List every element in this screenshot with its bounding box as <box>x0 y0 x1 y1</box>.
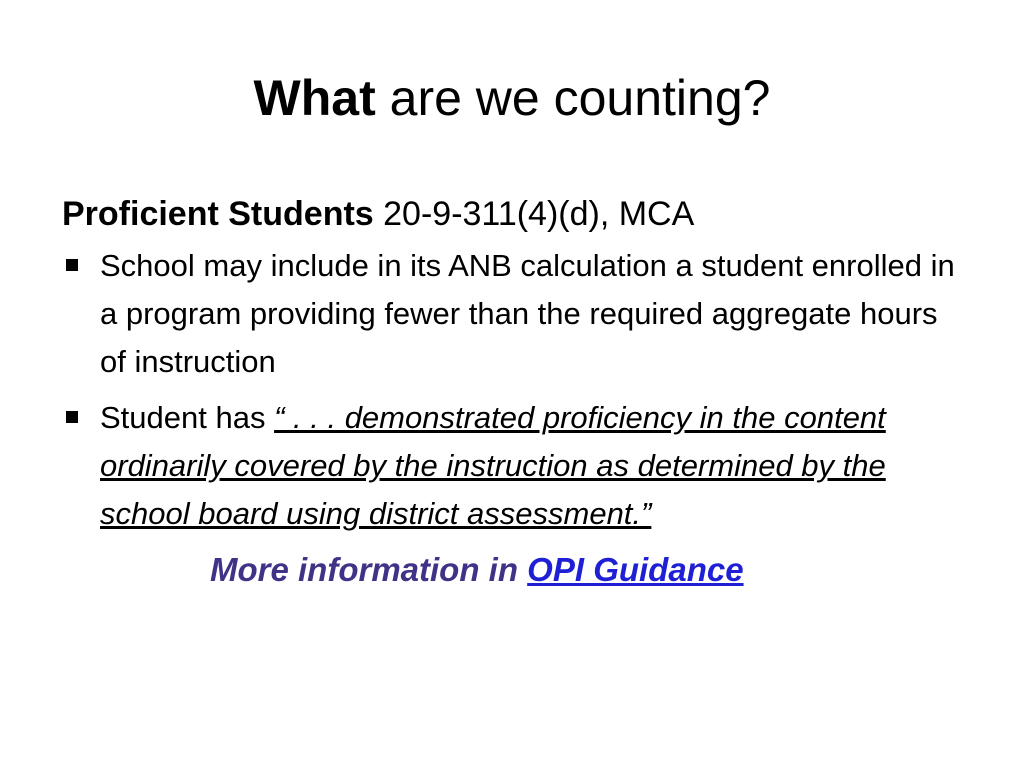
slide-content <box>62 190 962 594</box>
square-bullet-icon <box>66 259 78 271</box>
bullet-item-proficiency <box>62 394 962 538</box>
section-heading-bold: Proficient Students <box>62 195 374 233</box>
section-heading-citation: 20-9-311(4)(d), MCA <box>373 195 695 233</box>
section-heading <box>62 190 962 238</box>
bullet-prefix: Student has <box>100 400 275 435</box>
slide-title-bold: What <box>253 70 376 126</box>
slide-title-rest: are we counting? <box>375 70 771 126</box>
bullet-text: School may include in its ANB calculation a student enrolled in a program providing fewer than the required aggregate hours of instruction <box>100 248 955 379</box>
square-bullet-icon <box>66 411 78 423</box>
slide-title <box>0 62 1024 134</box>
opi-guidance-link[interactable]: OPI Guidance <box>527 551 744 588</box>
bullet-list <box>62 242 962 538</box>
more-information <box>62 546 962 594</box>
more-information-text: More information in <box>210 551 528 588</box>
statute-quote: “ . . . demonstrated proficiency in the content ordinarily covered by the instruction as determined by the school board using district assessment.” <box>100 400 886 531</box>
bullet-item-anb-calculation <box>62 242 962 386</box>
